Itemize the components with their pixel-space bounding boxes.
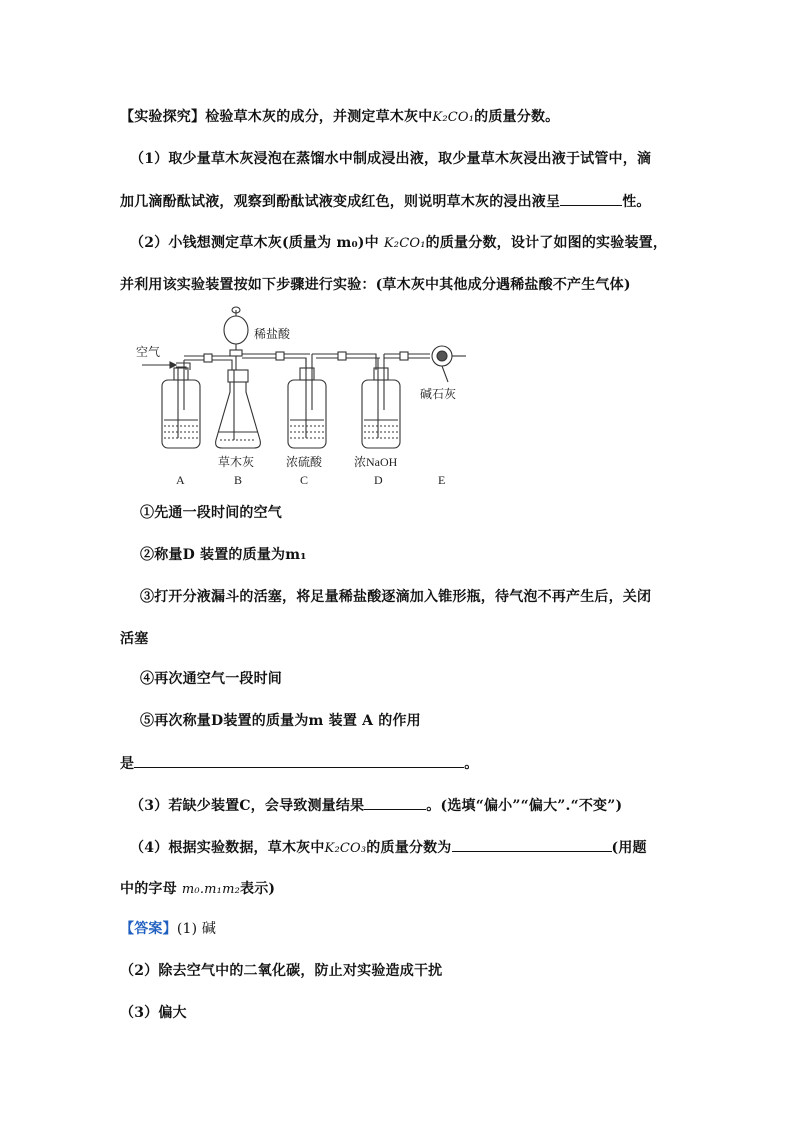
letter-d: D bbox=[374, 473, 383, 487]
step-5: ⑤再次称量D装置的质量为m 装置 A 的作用 bbox=[140, 713, 421, 729]
apparatus-diagram bbox=[130, 300, 470, 490]
answer-tag: 【答案】 bbox=[120, 921, 177, 937]
label-d: 浓NaOH bbox=[354, 455, 398, 469]
q4-prefix: （4）根据实验数据，草木灰中 bbox=[130, 840, 325, 856]
label-air: 空气 bbox=[136, 345, 161, 359]
label-soda-lime: 碱石灰 bbox=[420, 387, 457, 401]
answer-line-1 bbox=[120, 919, 216, 939]
answer-blank-1[interactable] bbox=[560, 191, 622, 206]
q4-middle: 的质量分数为 bbox=[366, 840, 452, 856]
formula-k2co3: K₂CO₃ bbox=[324, 841, 367, 856]
formula-k2co3: K₂CO₁ bbox=[383, 236, 426, 251]
formula-k2co3: K₂CO₁ bbox=[432, 110, 475, 125]
q4-line2-prefix: 中的字母 bbox=[120, 881, 182, 897]
step-3-line1: ③打开分液漏斗的活塞，将足量稀盐酸逐滴加入锥形瓶，待气泡不再产生后，关闭 bbox=[140, 589, 652, 605]
step-5-suffix: 。 bbox=[464, 756, 479, 772]
step-5-line2 bbox=[120, 753, 478, 774]
answer-blank-2[interactable] bbox=[134, 753, 464, 768]
q2-line1-suffix: 的质量分数，设计了如图的实验装置， bbox=[425, 235, 668, 251]
q1-line2-suffix: 性。 bbox=[622, 194, 651, 210]
step-2: ②称量D 装置的质量为m₁ bbox=[140, 547, 307, 563]
step-3-line2: 活塞 bbox=[120, 631, 149, 647]
formula-variables: m₀.m₁m₂ bbox=[181, 882, 241, 897]
q2-line1-prefix: （2）小钱想测定草木灰(质量为 m₀)中 bbox=[130, 235, 384, 251]
q2-line2: 并利用该实验装置按如下步骤进行实验：(草木灰中其他成分遇稀盐酸不产生气体) bbox=[120, 277, 631, 293]
q3-line bbox=[130, 795, 622, 816]
step-4: ④再次通空气一段时间 bbox=[140, 671, 282, 687]
separatory-funnel bbox=[224, 316, 248, 344]
q1-line2-prefix: 加几滴酚酞试液，观察到酚酞试液变成红色，则说明草木灰的浸出液呈 bbox=[120, 194, 561, 210]
intro-suffix: 的质量分数。 bbox=[474, 109, 560, 125]
label-c: 浓硫酸 bbox=[286, 455, 323, 469]
letter-e: E bbox=[438, 473, 446, 487]
answer-line-3: （3）偏大 bbox=[120, 1005, 187, 1021]
label-acid: 稀盐酸 bbox=[254, 327, 291, 341]
answer-blank-3[interactable] bbox=[364, 795, 426, 810]
q4-line2-suffix: 表示) bbox=[240, 881, 276, 897]
q4-line1 bbox=[130, 837, 647, 859]
q2-line1 bbox=[130, 233, 667, 254]
answer-1: (1) 碱 bbox=[176, 921, 217, 937]
letter-b: B bbox=[234, 473, 243, 487]
step-1: ①先通一段时间的空气 bbox=[140, 505, 282, 521]
q3-suffix: 。(选填“偏小”“偏大”.“不变”) bbox=[426, 798, 623, 814]
intro-prefix: 【实验探究】检验草木灰的成分，并测定草木灰中 bbox=[120, 109, 433, 125]
letter-a: A bbox=[176, 473, 185, 487]
letter-c: C bbox=[300, 473, 309, 487]
q4-suffix: (用题 bbox=[611, 840, 647, 856]
intro-line bbox=[120, 107, 559, 128]
q1-line1: （1）取少量草木灰浸泡在蒸馏水中制成浸出液，取少量草木灰浸出液于试管中，滴 bbox=[130, 151, 652, 167]
q3-prefix: （3）若缺少装置C，会导致测量结果 bbox=[130, 798, 365, 814]
answer-blank-4[interactable] bbox=[452, 837, 612, 852]
q1-line2 bbox=[120, 191, 651, 212]
step-5-prefix: 是 bbox=[120, 756, 135, 772]
label-b: 草木灰 bbox=[218, 455, 255, 469]
answer-line-2: （2）除去空气中的二氧化碳，防止对实验造成干扰 bbox=[120, 963, 443, 979]
q4-line2 bbox=[120, 879, 275, 900]
flask-b bbox=[216, 382, 261, 448]
